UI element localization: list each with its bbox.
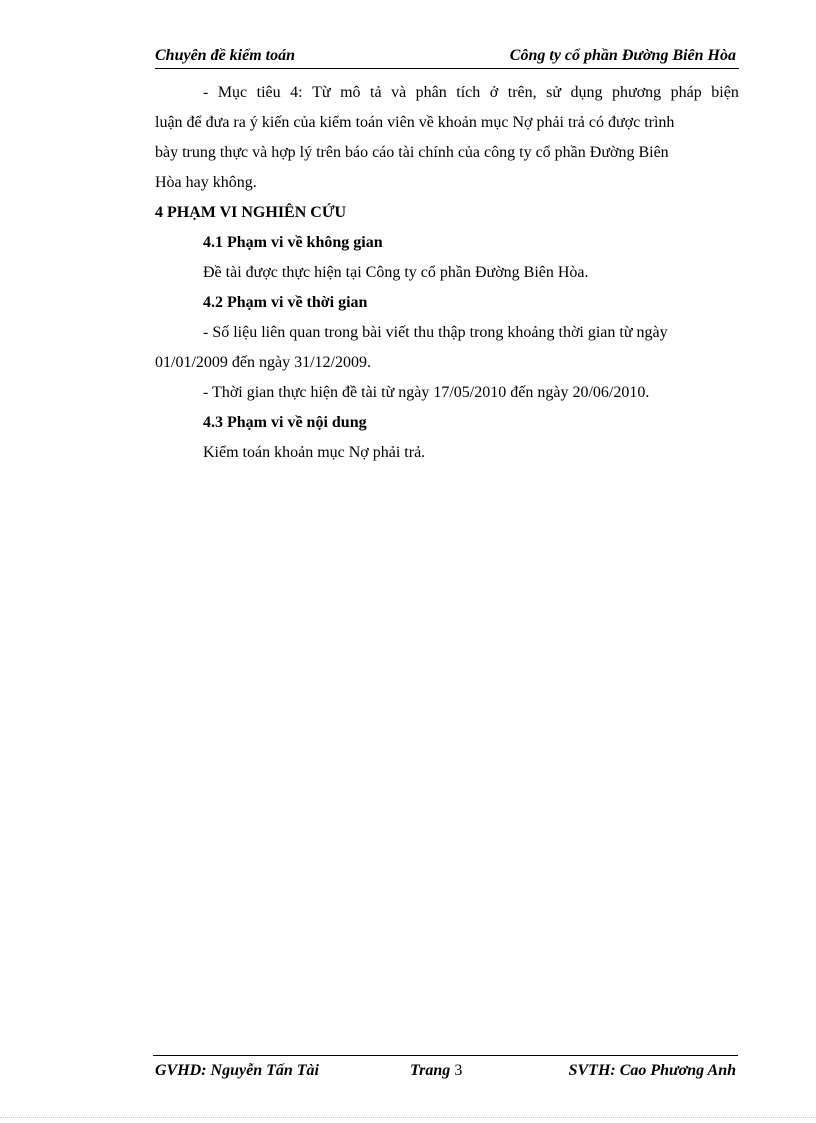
paragraph-line: 01/01/2009 đến ngày 31/12/2009. [155,354,371,371]
page-footer [153,1055,738,1082]
header-right-text: Công ty cổ phần Đường Biên Hòa [509,47,736,64]
page-number-block [410,1062,462,1080]
page-number: 3 [454,1062,463,1079]
justified-text: - Mục tiêu 4: Từ mô tả và phân tích ở trên, sử dụng phương pháp biện [203,84,739,101]
paragraph-line: bày trung thực và hợp lý trên báo cáo tài chính của công ty cổ phần Đường Biên [155,144,669,161]
page-header [155,44,739,69]
section-heading: 4 PHẠM VI NGHIÊN CỨU [155,204,347,221]
paragraph-line: - Thời gian thực hiện đề tài từ ngày 17/05/2010 đến ngày 20/06/2010. [203,384,650,401]
page-label: Trang [410,1062,451,1079]
subsection-heading: 4.2 Phạm vi về thời gian [203,294,368,311]
paragraph-line [155,84,739,102]
paragraph-line: luận để đưa ra ý kiến của kiểm toán viên về khoản mục Nợ phải trả có được trình [155,114,675,131]
page-edge-divider [0,1117,816,1118]
header-left-text: Chuyên đề kiểm toán [155,47,296,64]
paragraph-line: Đề tài được thực hiện tại Công ty cổ phần Đường Biên Hòa. [203,264,589,281]
paragraph-line: Kiểm toán khoản mục Nợ phải trả. [203,444,426,461]
paragraph-line: Hòa hay không. [155,174,257,191]
subsection-heading: 4.1 Phạm vi về không gian [203,234,383,251]
paragraph-line: - Số liệu liên quan trong bài viết thu thập trong khoảng thời gian từ ngày [203,324,668,341]
footer-student: SVTH: Cao Phương Anh [568,1062,736,1079]
subsection-heading: 4.3 Phạm vi về nội dung [203,414,367,431]
footer-advisor: GVHD: Nguyễn Tấn Tài [155,1062,319,1079]
